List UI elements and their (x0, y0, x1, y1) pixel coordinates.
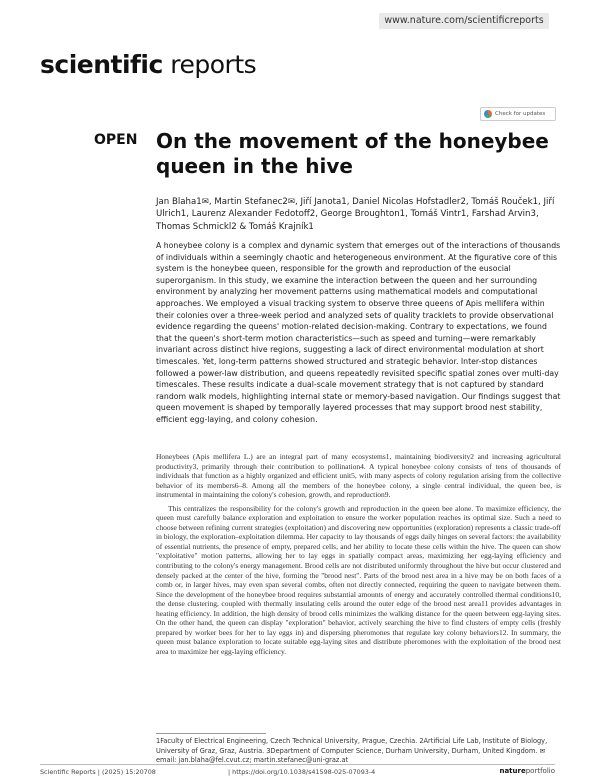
check-for-updates-label: Check for updates (495, 111, 546, 117)
author-list: Jan Blaha1✉, Martin Stefanec2✉, Jiří Janota1, Daniel Nicolas Hofstadler2, Tomáš Rouček1, Jiří Ulrich1, Laurenz Alexander Fedotoff2, George Broughton1, Tomáš Vintr1, Farshad Arvin3, Thomas Schmickl2 & Tomáš Krajník1 (156, 197, 555, 232)
article-title: On the movement of the honeybee queen in the hive (156, 129, 549, 178)
abstract: A honeybee colony is a complex and dynamic system that emerges out of the interactions of thousands of individuals within a seemingly chaotic and heterogeneous environment. At the figurative core of this system is the honeybee queen, responsible for the growth and reproduction of the eusocial superorganism. In this study, we examine the interaction between the queen and her surrounding environment by analyzing her movement patterns using mathematical models and computational approaches. We employed a visual tracking system to observe three queens of Apis mellifera within their colonies over a three-week period and analyzed sets of quality tracklets to provide observational evidence regarding the queens' motion-related decision-making. Contrary to expectations, we found that the queen's short-term motion characteristics—such as speed and turning—were remarkably invariant across distinct hive regions, suggesting a lack of direct environmental modulation at short timescales. Yet, long-term patterns showed structured and strategic behavior. Inter-stop distances followed a power-law distribution, and queens repeatedly revisited specific spatial zones over multi-day timescales. These results indicate a dual-scale movement strategy that is not captured by standard random walk models, highlighting internal state or memory-based navigation. Our findings suggest that queen movement is shaped by temporally layered processes that may support brood nest stability, efficient egg-laying, and colony cohesion. (156, 241, 561, 424)
brand-bold: nature (499, 767, 526, 775)
open-access-label: OPEN (94, 132, 138, 148)
journal-logo (40, 50, 256, 79)
journal-url[interactable]: www.nature.com/scientificreports (379, 13, 549, 29)
journal-logo-regular: reports (170, 50, 257, 79)
body-paragraph-2: This centralizes the responsibility for the colony's growth and reproduction in the queen bee alone. To maximize efficiency, the queen must carefully balance exploration and exploitation to ensure the worker population reaches its optimal size. Such a need to choose between refining current strategies (exploitation) and discovering new opportunities (exploration) represents a classic trade-off in biology, the exploration–exploitation dilemma. Her capacity to lay thousands of eggs daily hinges on several factors: the availability of essential nutrients, the presence of empty, prepared cells, and her ability to locate these cells within the hive. The queen can show "exploitative" motion patterns, allowing her to lay eggs in spatially compact areas, maximizing her egg-laying efficiency and contributing to the colony's energy management. Brood cells are not distributed uniformly throughout the hive but occur clustered and densely packed at the center of the hive, forming the "brood nest". Parts of the brood nest area in a hive may be on both faces of a comb or, in larger hives, may even span several combs, often not directly connected, requiring the queen to navigate between them. Since the development of the honeybee brood requires substantial amounts of energy and accurately controlled thermal conditions10, the dense clustering, coupled with thermally insulating cells around the outer edge of the brood nest area11 provides advantages in heating efficiency. In addition, the high density of brood cells minimizes the walking distance for the queen between egg-laying sites. On the other hand, the queen can display "exploration" behavior, actively searching the hive to find clusters of empty cells (freshly prepared by worker bees for her to lay eggs in) and dispersing pheromones that regulate key colony behaviors12. In summary, the queen must balance exploration to locate suitable egg-laying sites and distribute pheromones with the exploitation of the brood nest area to maximize her egg-laying efficiency. (156, 503, 561, 656)
footer-journal-name: Scientific Reports | (40, 768, 100, 776)
check-for-updates-button[interactable] (480, 107, 556, 121)
body-paragraph-1: Honeybees (Apis mellifera L.) are an integral part of many ecosystems1, maintaining biodiversity2 and increasing agricultural productivity3, primarily through their contribution to pollination4. A typical honeybee colony consists of tens of thousands of individuals that function as a highly organized and efficient unit5, with many aspects of colony regulation arising from the collective behavior of its members6–8. Among all the members of the honeybee colony, a single central individual, the queen bee, is instrumental in maintaining the colony's cohesion, growth, and reproduction9. (156, 452, 561, 500)
nature-portfolio-logo (499, 767, 555, 775)
footer-volume: (2025) 15:20708 (101, 768, 156, 776)
footer-divider (40, 764, 555, 765)
footer-doi-link[interactable]: | https://doi.org/10.1038/s41598-025-07093-4 (228, 768, 376, 776)
affiliations: 1Faculty of Electrical Engineering, Czech Technical University, Prague, Czechia. 2Artificial Life Lab, Institute of Biology, University of Graz, Graz, Austria. 3Department of Computer Science, Durham University, Durham, United Kingdom. ✉email: jan.blaha@fel.cvut.cz; martin.stefanec@uni-graz.at (156, 737, 548, 764)
journal-logo-bold: scientific (40, 50, 163, 79)
affiliation-divider (156, 733, 266, 734)
footer-citation (40, 768, 156, 776)
brand-regular: portfolio (525, 767, 555, 775)
body-text (156, 452, 561, 656)
crossmark-icon (484, 110, 492, 118)
